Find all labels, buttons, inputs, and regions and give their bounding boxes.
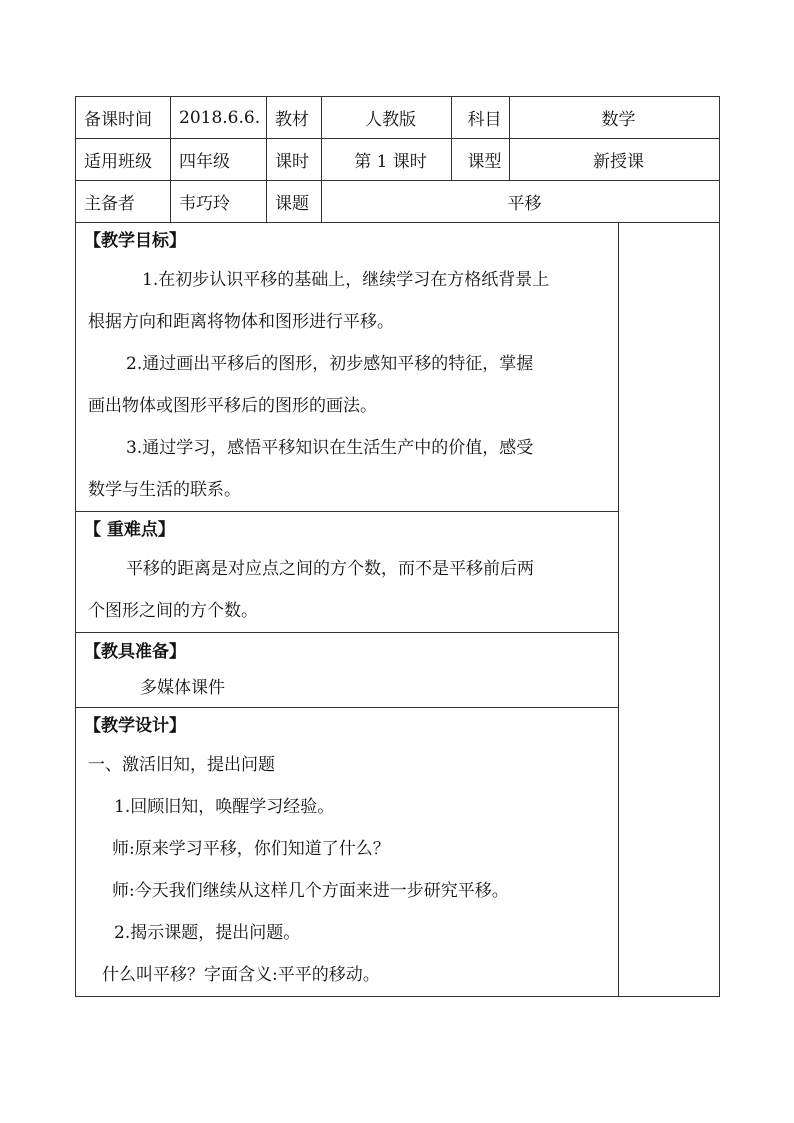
objectives-line: 1.在初步认识平移的基础上，继续学习在方格纸背景上 (142, 270, 550, 290)
materials-heading: 【教具准备】 (84, 642, 186, 662)
subject-value: 数学 (510, 97, 720, 139)
key-points-line: 个图形之间的方个数。 (88, 601, 258, 621)
objectives-section (76, 223, 619, 512)
objectives-line: 2.通过画出平移后的图形，初步感知平移的特征，掌握 (126, 354, 534, 374)
design-line: 什么叫平移？字面含义:平平的移动。 (102, 965, 380, 985)
lesson-type-value: 新授课 (510, 139, 720, 181)
design-line: 1.回顾旧知，唤醒学习经验。 (114, 797, 335, 817)
subject-label: 科目 (452, 97, 510, 139)
objectives-line: 数学与生活的联系。 (88, 480, 241, 500)
materials-section (76, 633, 619, 708)
objectives-heading: 【教学目标】 (84, 231, 186, 251)
grade-label: 适用班级 (76, 139, 171, 181)
header-row-1 (76, 97, 720, 139)
right-blank-column (619, 223, 720, 997)
design-heading: 【教学设计】 (84, 716, 186, 736)
objectives-row (76, 223, 720, 512)
key-points-heading: 【 重难点】 (84, 520, 175, 540)
prep-time-label: 备课时间 (76, 97, 171, 139)
topic-value: 平移 (322, 181, 720, 223)
textbook-label: 教材 (267, 97, 322, 139)
key-points-section (76, 512, 619, 633)
objectives-line: 根据方向和距离将物体和图形进行平移。 (88, 312, 394, 332)
textbook-value: 人教版 (322, 97, 452, 139)
preparer-value: 韦巧玲 (171, 181, 267, 223)
key-points-line: 平移的距离是对应点之间的方个数，而不是平移前后两 (126, 559, 534, 579)
header-row-2 (76, 139, 720, 181)
materials-line: 多媒体课件 (140, 678, 225, 698)
period-label: 课时 (267, 139, 322, 181)
lesson-type-label: 课型 (452, 139, 510, 181)
header-row-3 (76, 181, 720, 223)
prep-time-value: 2018.6.6. (171, 97, 267, 139)
design-line: 2.揭示课题，提出问题。 (114, 923, 301, 943)
design-section (76, 708, 619, 997)
design-line: 师:今天我们继续从这样几个方面来进一步研究平移。 (112, 881, 509, 901)
preparer-label: 主备者 (76, 181, 171, 223)
lesson-plan-table (75, 96, 720, 997)
topic-label: 课题 (267, 181, 322, 223)
objectives-line: 画出物体或图形平移后的图形的画法。 (88, 396, 377, 416)
grade-value: 四年级 (171, 139, 267, 181)
design-line: 师:原来学习平移，你们知道了什么？ (112, 839, 390, 859)
design-line: 一、激活旧知，提出问题 (88, 755, 275, 775)
objectives-line: 3.通过学习，感悟平移知识在生活生产中的价值，感受 (126, 438, 534, 458)
period-value: 第 1 课时 (322, 139, 452, 181)
